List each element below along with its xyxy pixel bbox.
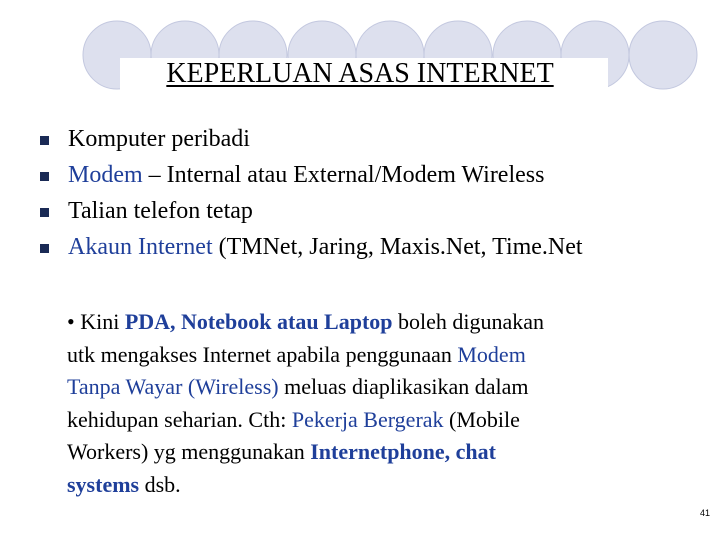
slide-title: KEPERLUAN ASAS INTERNET bbox=[166, 58, 554, 89]
note-text-run: Internetphone, chat bbox=[310, 439, 496, 464]
bullet-text-run: Talian telefon tetap bbox=[68, 198, 253, 224]
bullet-text bbox=[68, 160, 544, 190]
bullet-text-run: – Internal atau External/Modem Wireless bbox=[142, 162, 545, 188]
note-line bbox=[67, 404, 667, 437]
note-text-run: meluas diaplikasikan dalam bbox=[278, 374, 529, 399]
note-line bbox=[67, 339, 667, 372]
bullet-text bbox=[68, 196, 253, 226]
bullet-text-run: Komputer peribadi bbox=[68, 126, 250, 152]
note-line bbox=[67, 469, 667, 502]
square-bullet-icon bbox=[40, 172, 49, 181]
note-text-run: boleh digunakan bbox=[392, 309, 545, 334]
note-text-run: dsb. bbox=[139, 471, 181, 497]
square-bullet-icon bbox=[40, 136, 49, 145]
bullet-text bbox=[68, 124, 250, 154]
note-paragraph bbox=[67, 306, 667, 501]
note-line bbox=[67, 371, 667, 404]
note-text-run: PDA, Notebook atau Laptop bbox=[124, 309, 393, 334]
bullet-text bbox=[68, 232, 583, 262]
note-text-run: kehidupan seharian. Cth: bbox=[67, 406, 292, 432]
square-bullet-icon bbox=[40, 208, 49, 217]
note-text-run: Workers) yg menggunakan bbox=[67, 439, 311, 464]
bullet-text-run: Akaun Internet bbox=[68, 234, 213, 260]
note-text-run: Modem bbox=[457, 341, 526, 367]
square-bullet-icon bbox=[40, 244, 49, 253]
note-line bbox=[67, 436, 667, 469]
note-text-run: utk mengakses Internet apabila penggunaan bbox=[67, 341, 458, 367]
bullet-text-run: Modem bbox=[68, 162, 143, 188]
note-text-run: (Mobile bbox=[443, 406, 520, 432]
page-number: 41 bbox=[699, 508, 710, 518]
note-text-run: Tanpa Wayar (Wireless) bbox=[67, 374, 279, 399]
note-text-run: systems bbox=[67, 471, 140, 497]
slide-title-container bbox=[0, 58, 720, 90]
bullet-text-run: (TMNet, Jaring, Maxis.Net, Time.Net bbox=[212, 234, 583, 260]
note-line bbox=[67, 306, 667, 339]
note-text-run: • Kini bbox=[67, 309, 125, 334]
note-text-run: Pekerja Bergerak bbox=[291, 406, 444, 432]
